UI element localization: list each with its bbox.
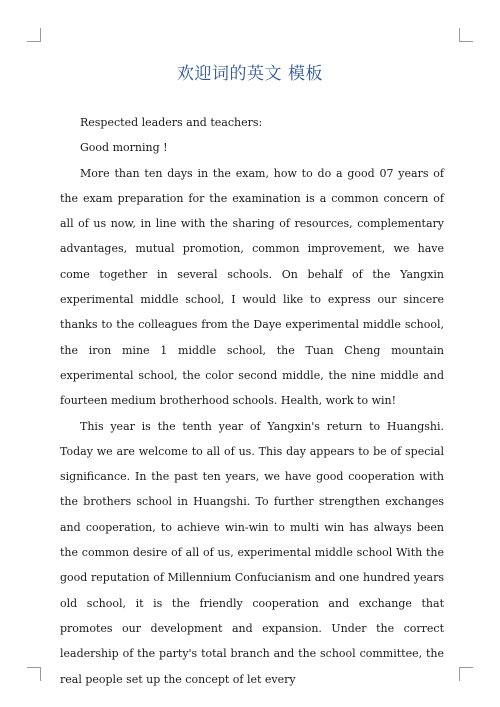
crop-mark-top-left [27,28,41,42]
body-paragraph: More than ten days in the exam, how to do a good 07 years of the exam preparation for the examination is a common concern of all of us now, in line with the sharing of resources, complementary advantages, mutual promotion, common improvement, we have come together in several schools. On behalf of the Yangxin experimental middle school, I would like to express our sincere thanks to the colleagues from the Daye experimental middle school, the iron mine 1 middle school, the Tuan Cheng mountain experimental school, the color second middle, the nine middle and fourteen medium brotherhood schools. Health, work to win! [60,166,444,408]
crop-mark-bottom-right [459,667,473,681]
document-title: 欢迎词的英文 模板 [177,64,323,84]
greeting: Good morning ! [80,141,168,155]
document-body [60,110,444,692]
crop-mark-bottom-left [27,667,41,681]
crop-mark-top-right [459,28,473,42]
body-paragraph: This year is the tenth year of Yangxin's return to Huangshi. Today we are welcome to all of us. This day appears to be of special significance. In the past ten years, we have good cooperation with the brothers school in Huangshi. To further strengthen exchanges and cooperation, to achieve win-win to multi win has always been the common desire of all of us, experimental middle school With the good reputation of Millennium Confucianism and one hundred years old school, it is the friendly cooperation and exchange that promotes our development and expansion. Under the correct leadership of the party's total branch and the school committee, the real people set up the concept of let every [60,419,444,686]
salutation: Respected leaders and teachers: [80,116,263,129]
